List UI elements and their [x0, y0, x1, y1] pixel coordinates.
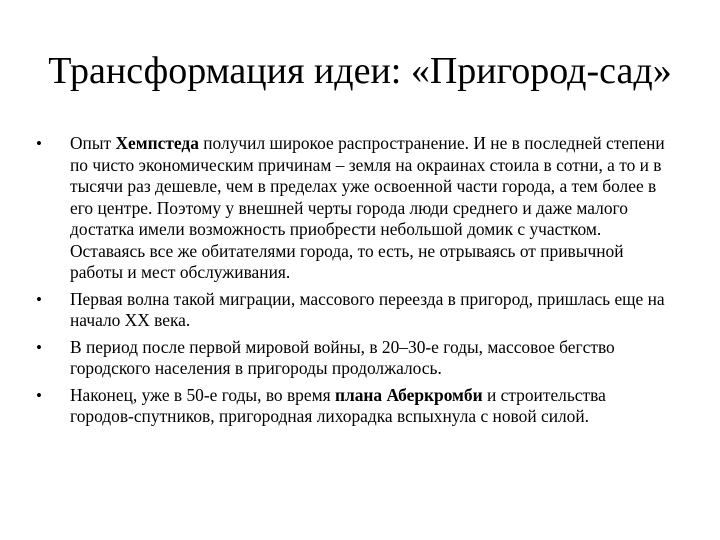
bullet-icon: • [36, 134, 42, 153]
bullet-list [36, 133, 672, 433]
bullet-item [36, 133, 672, 284]
bullet-item [36, 337, 672, 380]
bullet-icon: • [36, 385, 42, 405]
bullet-text [70, 385, 606, 427]
bullet-text-part: Наконец, уже в 50-е годы, во время [70, 384, 335, 405]
bullet-text-part: и строительства городов-спутников, пригородная лихорадка вспыхнула с новой силой. [70, 384, 606, 426]
bullet-text-part: получил широкое распространение. И не в последней степени по чисто экономическим причинам – земля на окраинах стоила в сотни, а то и в тысячи раз дешевле, чем в пределах уже освоенной части города, а тем более в его центре. Поэтому у внешней черты города люди среднего и даже малого достатка имели возможность приобрести небольшой домик с участком. Оставаясь все же обитателями города, то есть, не отрываясь от привычной работы и мест обслуживания. [70, 133, 665, 282]
bullet-icon: • [36, 289, 42, 309]
bullet-text-part: В период после первой мировой войны, в 20–30-е годы, массовое бегство городского населения в пригороды продолжалось. [70, 336, 615, 378]
bullet-text [70, 133, 665, 282]
bullet-item [36, 289, 672, 332]
bullet-bold-term: плана Аберкромби [334, 384, 483, 405]
bullet-text [70, 289, 665, 331]
bullet-text-part: Первая волна такой миграции, массового переезда в пригород, пришлась еще на начало XX века. [70, 288, 665, 330]
bullet-icon: • [36, 337, 42, 357]
bullet-text [70, 337, 615, 379]
bullet-bold-term: Хемпстеда [115, 133, 199, 153]
slide-title: Трансформация идеи: «Пригород-сад» [48, 50, 672, 92]
bullet-item [36, 385, 672, 428]
bullet-text-part: Опыт [70, 133, 116, 153]
